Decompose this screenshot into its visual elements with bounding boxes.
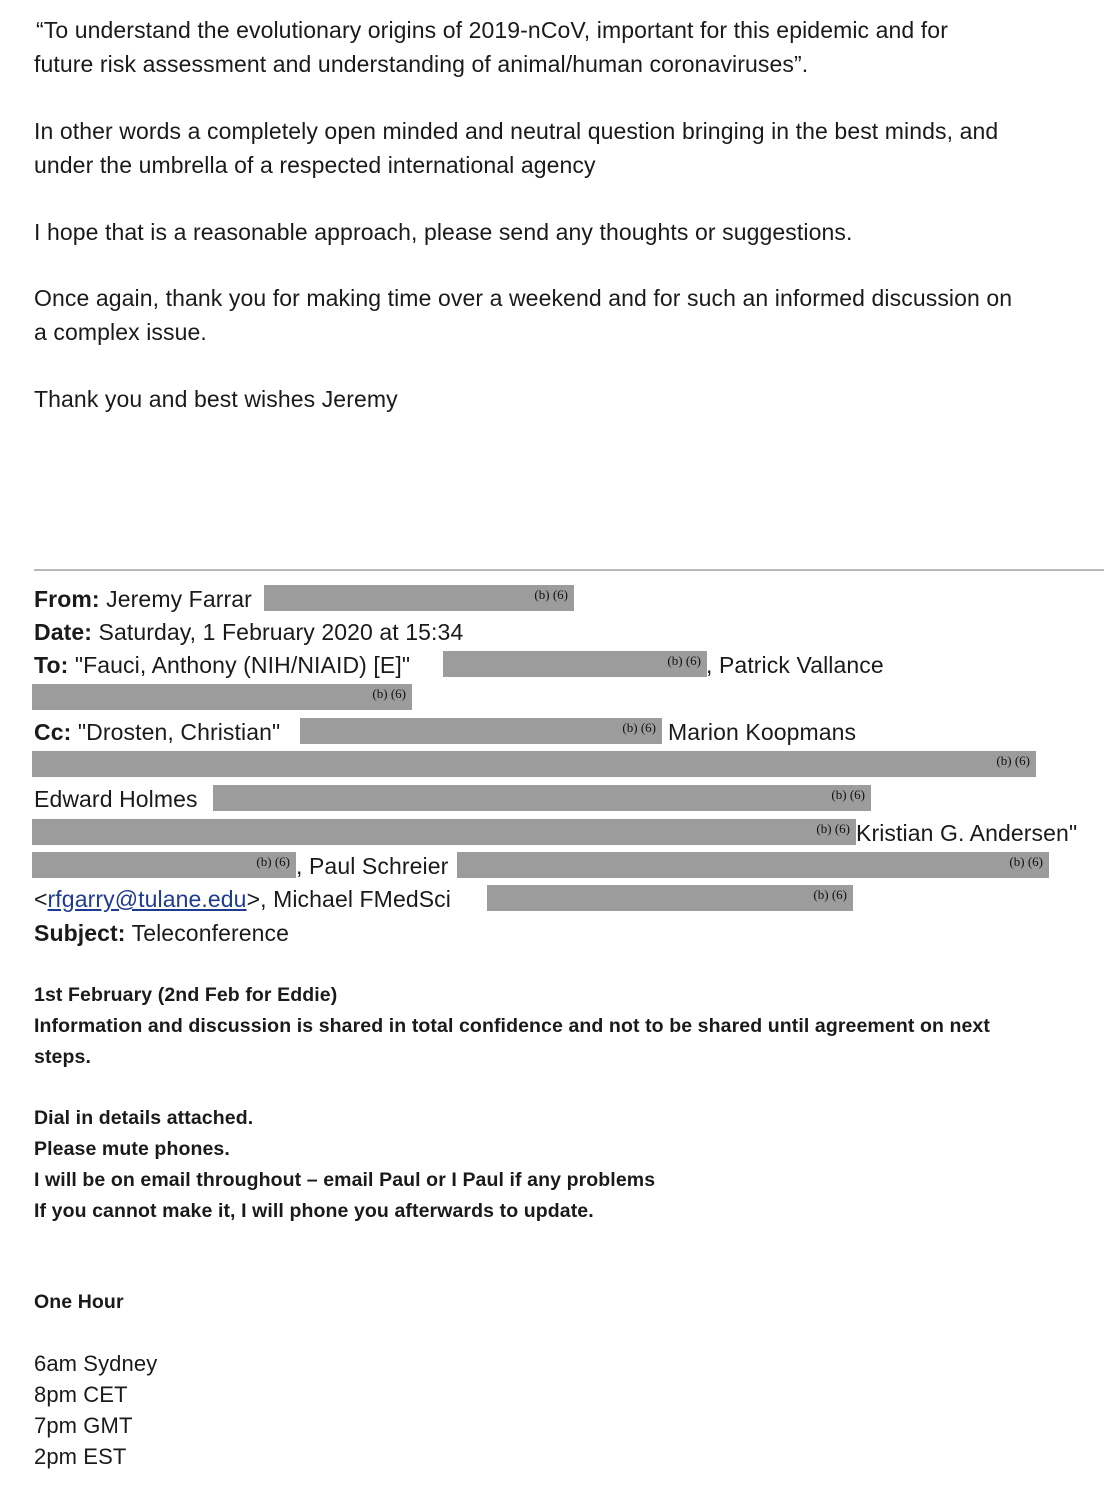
body-line-7: If you cannot make it, I will phone you afterwards to update.	[34, 1200, 594, 1222]
redaction-koopmans	[32, 751, 1036, 777]
time-item: 7pm GMT	[34, 1413, 133, 1438]
paragraph-3: I hope that is a reasonable approach, please send any thoughts or suggestions.	[34, 219, 853, 245]
redaction-drosten	[300, 718, 662, 744]
redaction-michael	[487, 885, 853, 911]
quote-line-1: “To understand the evolutionary origins of 2019-nCoV, important for this epidemic and for	[36, 17, 948, 43]
andersen-name: Kristian G. Andersen"	[856, 820, 1078, 846]
to-after: , Patrick Vallance	[706, 652, 884, 678]
redaction-code: (b) (6)	[813, 887, 847, 902]
redaction-to	[443, 651, 707, 677]
time-item: 6am Sydney	[34, 1351, 158, 1376]
date-value: Saturday, 1 February 2020 at 15:34	[98, 619, 464, 645]
cc-label: Cc:	[34, 719, 72, 745]
from-line	[34, 582, 252, 616]
redaction-schreier	[457, 852, 1049, 878]
subject-line	[34, 916, 289, 950]
to-line	[34, 648, 410, 682]
to-label: To:	[34, 652, 69, 678]
header-divider	[34, 569, 1104, 571]
redaction-code: (b) (6)	[667, 653, 701, 668]
body-line-2: Information and discussion is shared in total confidence and not to be shared until agreement on next	[34, 1015, 990, 1037]
from-label: From:	[34, 586, 100, 612]
body-line-6: I will be on email throughout – email Paul or I Paul if any problems	[34, 1169, 656, 1191]
body-line-1: 1st February (2nd Feb for Eddie)	[34, 984, 338, 1006]
redaction-andersen	[32, 852, 296, 878]
redaction-code: (b) (6)	[534, 587, 568, 602]
body-line-3: steps.	[34, 1046, 91, 1068]
subject-value: Teleconference	[131, 920, 290, 946]
date-label: Date:	[34, 619, 93, 645]
paragraph-4-line-1: Once again, thank you for making time over a weekend and for such an informed discussion on	[34, 285, 1013, 311]
body-line-8: One Hour	[34, 1291, 124, 1313]
cc-value: "Drosten, Christian"	[77, 719, 281, 745]
redaction-code: (b) (6)	[831, 787, 865, 802]
redaction-holmes	[213, 785, 871, 811]
time-item: 2pm EST	[34, 1444, 127, 1469]
signoff: Thank you and best wishes Jeremy	[34, 386, 398, 412]
body-line-5: Please mute phones.	[34, 1138, 230, 1160]
schreier-name: , Paul Schreier	[296, 853, 449, 879]
body-line-4: Dial in details attached.	[34, 1107, 254, 1129]
garry-close: >, Michael FMedSci	[246, 886, 451, 912]
redaction-code: (b) (6)	[996, 753, 1030, 768]
paragraph-4-line-2: a complex issue.	[34, 319, 207, 345]
redaction-from	[264, 585, 574, 611]
redaction-code: (b) (6)	[256, 854, 290, 869]
redaction-code: (b) (6)	[622, 720, 656, 735]
paragraph-2-line-1: In other words a completely open minded and neutral question bringing in the best minds, and	[34, 118, 999, 144]
paragraph-2-line-2: under the umbrella of a respected international agency	[34, 152, 596, 178]
cc-after: Marion Koopmans	[668, 719, 857, 745]
holmes-name: Edward Holmes	[34, 786, 198, 812]
redaction-code: (b) (6)	[1009, 854, 1043, 869]
garry-open: <	[34, 886, 48, 912]
to-value: "Fauci, Anthony (NIH/NIAID) [E]"	[74, 652, 411, 678]
garry-email-link[interactable]: rfgarry@tulane.edu	[47, 886, 247, 912]
redaction-code: (b) (6)	[372, 686, 406, 701]
from-value: Jeremy Farrar	[106, 586, 252, 612]
cc-line	[34, 715, 280, 749]
garry-line	[34, 882, 451, 916]
redaction-code: (b) (6)	[816, 821, 850, 836]
subject-label: Subject:	[34, 920, 126, 946]
time-item: 8pm CET	[34, 1382, 128, 1407]
date-line	[34, 615, 463, 649]
quote-line-2: future risk assessment and understanding of animal/human coronaviruses”.	[34, 51, 809, 77]
redaction-line-5	[32, 819, 856, 845]
redaction-vallance	[32, 684, 412, 710]
